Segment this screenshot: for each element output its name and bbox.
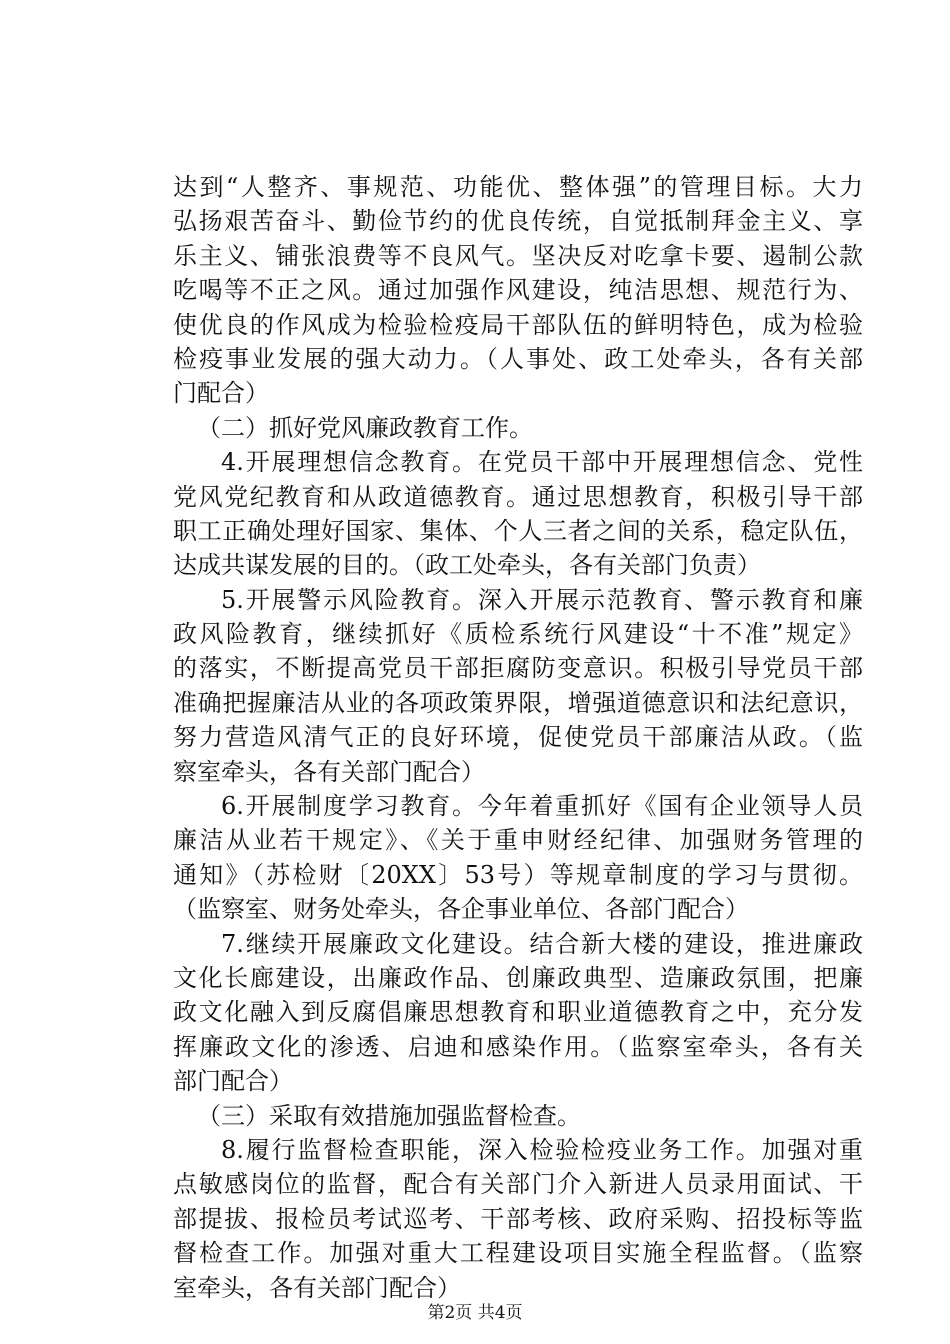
text-line: 党风党纪教育和从政道德教育。通过思想教育，积极引导干部 — [173, 482, 863, 511]
document-body — [173, 170, 863, 1305]
text-line: 吃喝等不正之风。通过加强作风建设，纯洁思想、规范行为、 — [173, 276, 863, 305]
text-line: 政文化融入到反腐倡廉思想教育和职业道德教育之中，充分发 — [173, 998, 863, 1027]
text-line: 挥廉政文化的渗透、启迪和感染作用。（监察室牵头，各有关 — [173, 1032, 863, 1061]
text-line: 达成共谋发展的目的。（政工处牵头，各有关部门负责） — [173, 551, 761, 580]
text-line: 4.开展理想信念教育。在党员干部中开展理想信念、党性 — [221, 448, 863, 477]
text-line: 5.开展警示风险教育。深入开展示范教育、警示教育和廉 — [221, 585, 863, 614]
text-line: 8.履行监督检查职能，深入检验检疫业务工作。加强对重 — [221, 1135, 863, 1164]
text-line: （监察室、财务处牵头，各企事业单位、各部门配合） — [173, 895, 749, 924]
text-line: 使优良的作风成为检验检疫局干部队伍的鲜明特色，成为检验 — [173, 310, 863, 339]
text-line: 门配合） — [173, 379, 269, 408]
section-heading: （二）抓好党风廉政教育工作。 — [197, 413, 533, 442]
text-line: 察室牵头，各有关部门配合） — [173, 757, 485, 786]
text-line: 政风险教育，继续抓好《质检系统行风建设“十不准”规定》 — [173, 620, 863, 649]
text-line: 检疫事业发展的强大动力。（人事处、政工处牵头，各有关部 — [173, 344, 863, 373]
text-line: 文化长廊建设，出廉政作品、创廉政典型、造廉政氛围，把廉 — [173, 963, 863, 992]
text-line: 部门配合） — [173, 1067, 293, 1096]
text-line: 弘扬艰苦奋斗、勤俭节约的优良传统，自觉抵制拜金主义、享 — [173, 207, 863, 236]
text-line: 点敏感岗位的监督，配合有关部门介入新进人员录用面试、干 — [173, 1170, 863, 1199]
text-line: 达到“人整齐、事规范、功能优、整体强”的管理目标。大力 — [173, 173, 863, 201]
text-line: 6.开展制度学习教育。今年着重抓好《国有企业领导人员 — [221, 792, 863, 821]
text-line: 乐主义、铺张浪费等不良风气。坚决反对吃拿卡要、遏制公款 — [173, 241, 863, 270]
text-line: 职工正确处理好国家、集体、个人三者之间的关系，稳定队伍， — [173, 516, 863, 545]
text-line: 7.继续开展廉政文化建设。结合新大楼的建设，推进廉政 — [221, 929, 863, 958]
text-line: 室牵头，各有关部门配合） — [173, 1273, 461, 1302]
text-line: 督检查工作。加强对重大工程建设项目实施全程监督。（监察 — [173, 1239, 863, 1268]
text-line: 的落实，不断提高党员干部拒腐防变意识。积极引导党员干部 — [173, 654, 863, 683]
text-line: 通知》（苏检财〔20XX〕53号）等规章制度的学习与贯彻。 — [173, 860, 863, 889]
section-heading: （三）采取有效措施加强监督检查。 — [197, 1101, 581, 1130]
text-line: 努力营造风清气正的良好环境，促使党员干部廉洁从政。（监 — [173, 723, 863, 752]
page-number-footer: 第2页 共4页 — [427, 1303, 523, 1323]
text-line: 准确把握廉洁从业的各项政策界限，增强道德意识和法纪意识， — [173, 688, 863, 717]
text-line: 部提拔、报检员考试巡考、干部考核、政府采购、招投标等监 — [173, 1204, 863, 1233]
text-line: 廉洁从业若干规定》、《关于重申财经纪律、加强财务管理的 — [173, 826, 863, 855]
